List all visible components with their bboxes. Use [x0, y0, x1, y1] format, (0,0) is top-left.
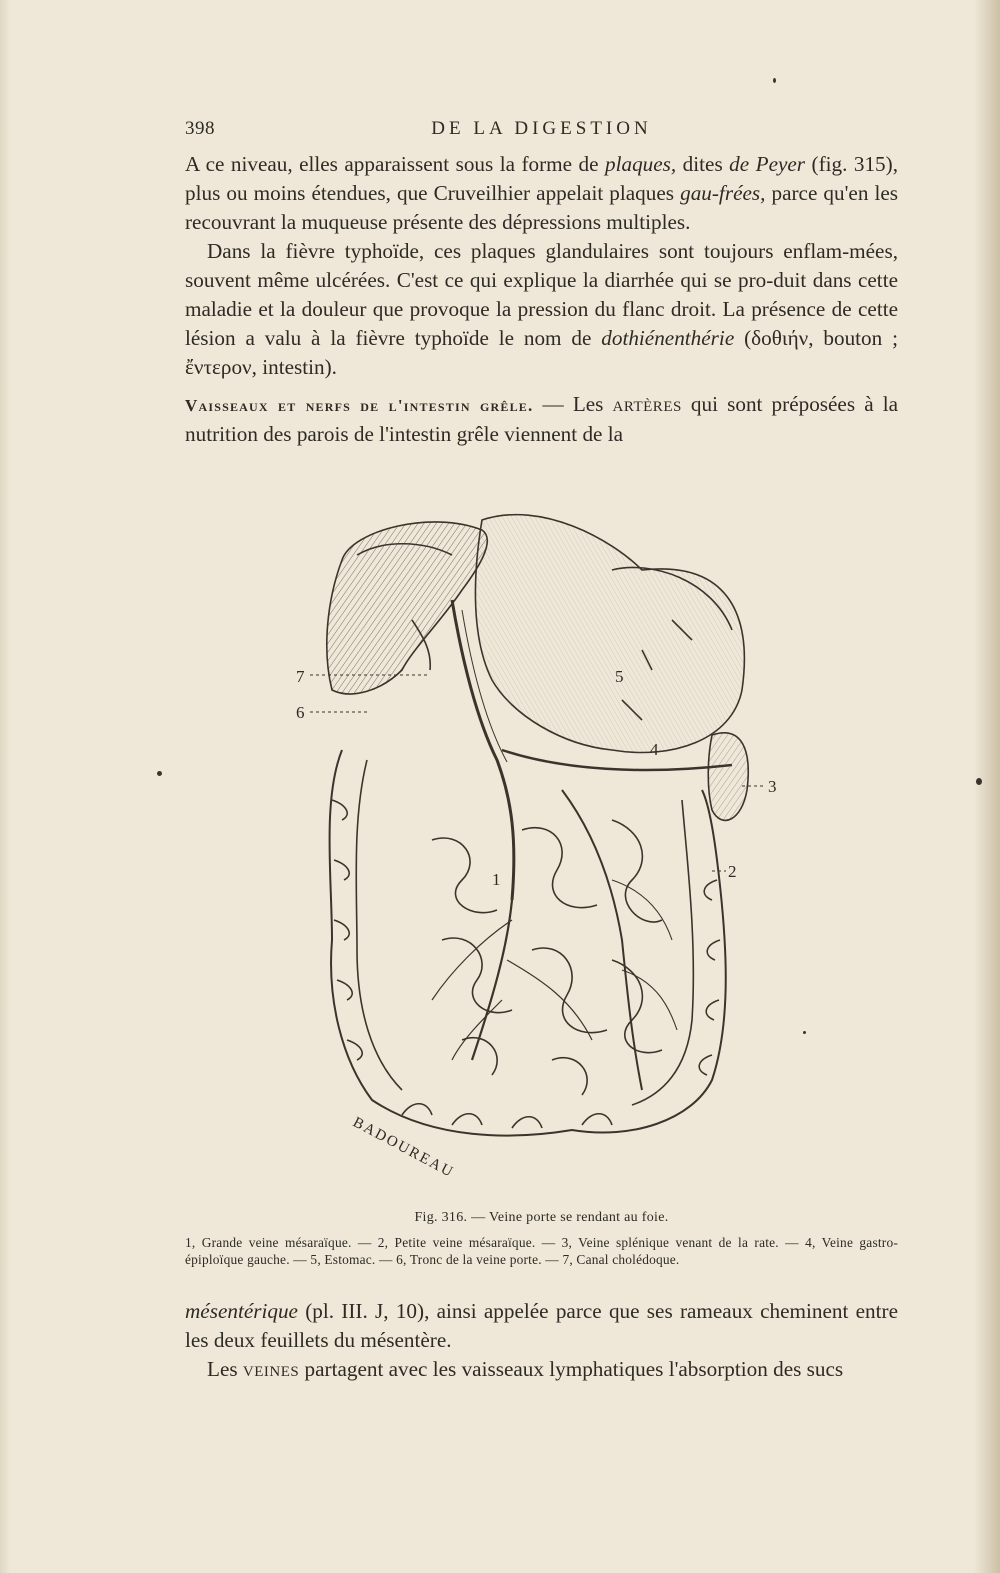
page-number: 398	[185, 118, 215, 139]
portal-vein-engraving	[296, 500, 782, 1190]
text-block-top	[185, 150, 898, 449]
label-6: 6	[296, 703, 305, 722]
section-heading-vessels: Vaisseaux et nerfs de l'intestin grêle.	[185, 396, 534, 415]
paragraph-vessels	[185, 390, 898, 449]
spleen-shape	[708, 733, 748, 821]
inferior-mesenteric-vein	[562, 790, 642, 1090]
text-run: (pl. III. J, 10), ainsi appelée parce que ses rameaux cheminent entre les deux feuillets du mésentère.	[185, 1299, 898, 1352]
text-run: qui sont préposées à la nutrition des parois de l'intestin grêle viennent de la	[185, 392, 898, 446]
paragraph-veins	[185, 1355, 898, 1384]
ink-speck	[157, 771, 162, 776]
italic-term-de-peyer: de Peyer	[729, 152, 806, 176]
text-run: — Les	[533, 392, 613, 416]
text-run: Les	[207, 1357, 243, 1381]
text-run: dites	[676, 152, 730, 176]
liver-shape	[327, 522, 488, 694]
label-7: 7	[296, 667, 305, 686]
engraver-signature: BADOUREAU	[350, 1114, 457, 1182]
text-run: parce qu'en les recouvrant la muqueuse présente des dépressions multiples.	[185, 181, 899, 234]
text-run: partagent avec les vaisseaux lymphatiques l'absorption des sucs	[299, 1357, 844, 1381]
label-1: 1	[492, 870, 501, 889]
text-block-bottom	[185, 1297, 898, 1384]
italic-term-plaques: plaques,	[605, 152, 677, 176]
label-5: 5	[615, 667, 624, 686]
paragraph-peyer-plaques	[185, 150, 898, 237]
italic-term-mesenterique: mésentérique	[185, 1299, 298, 1323]
stomach-shape	[475, 515, 744, 753]
page-right-shadow	[974, 0, 1000, 1573]
colon-shape	[330, 750, 726, 1136]
page-header	[185, 118, 898, 144]
small-caps-veines: veines	[242, 1357, 300, 1381]
running-title: DE LA DIGESTION	[431, 118, 652, 139]
text-run: (δοθιήν, bouton ; ἔντερον, intestin).	[185, 326, 898, 379]
small-caps-arteres: artères	[612, 392, 682, 416]
text-run: Dans la fièvre typhoïde, ces plaques glandulaires sont toujours enflam-mées, souvent même ulcérées. C'est ce qui explique la diarrhée qui se pro-duit dans cette maladie et la douleur que provoque la pression du flanc droit. La présence de cette lésion a valu à la fièvre typhoïde le nom de	[185, 239, 898, 350]
ink-speck	[976, 778, 982, 785]
text-run: (fig. 315), plus ou moins étendues, que Cruveilhier appelait plaques	[185, 152, 898, 205]
label-3: 3	[768, 777, 777, 796]
figure-legend: 1, Grande veine mésaraïque. — 2, Petite veine mésaraïque. — 3, Veine splénique venant de la rate. — 4, Veine gastro-épiploïque gauche. — 5, Estomac. — 6, Tronc de la veine porte. — 7, Canal cholédoque.	[185, 1235, 898, 1267]
label-2: 2	[728, 862, 737, 881]
italic-term-gaufrees: gau-frées,	[680, 181, 766, 205]
page-left-shadow	[0, 0, 10, 1573]
ink-speck	[773, 78, 776, 83]
paragraph-typhoid	[185, 237, 898, 382]
ink-speck	[803, 1031, 806, 1034]
splenic-vein	[502, 750, 732, 770]
label-4: 4	[650, 740, 659, 759]
figure-title: Fig. 316. — Veine porte se rendant au foie.	[414, 1210, 669, 1225]
paragraph-mesenteric	[185, 1297, 898, 1355]
text-run: A ce niveau, elles apparaissent sous la forme de	[185, 152, 605, 176]
italic-term-dothienentherie: dothiénenthérie	[601, 326, 735, 350]
anatomical-figure	[296, 500, 782, 1190]
